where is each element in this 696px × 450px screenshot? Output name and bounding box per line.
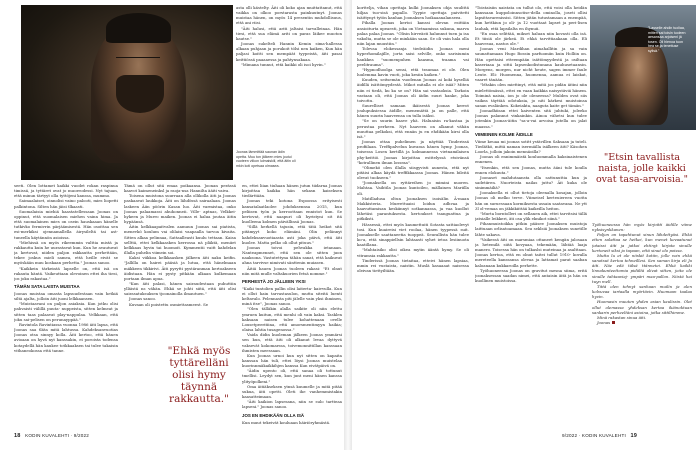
paragraph: "Itsenkin, että sen Joonas, mutta ääni tule koulla ennen elokuuta." [475, 164, 587, 175]
paragraph: Pihanmuistoikka pitkin pääsee Joonaksen muistoja laittuaan orlisatoamaan. Seu seklsiä Joonaksen sunetille lähte sakava. [475, 221, 587, 237]
paragraph: Joonaksella ei ollut tietoja oleenalla kosajan, jolloin Joonas oli melko terve. Viimeisel kerteuiereen vuotta hän on suruessaan kormiksesta ussain saatavana. Ne ytt 3l ol-vemaa on jäkkikiittää kaikeilla heiton. [475, 190, 587, 211]
signature [592, 320, 692, 325]
folio-left [14, 433, 89, 439]
paragraph: seeti. Olen lottamet kaikki vuodet rokan raspinua timissä, ja tyttäret ovat jo muorrodessi. Nyt tajuan, että minun tärtyyt olla tyttöjeni kanssa, mummo. [14, 183, 118, 199]
article-column-1 [14, 183, 118, 431]
paragraph: Joonas oli ennimmäistä kouluommalla kaksinaistenen ennenen. [475, 154, 587, 165]
paragraph: "Kaiki tuntolien pallin olisi laiterta- kaivvulla. Kun ei ollut hain tarvastasulon, mutta siteitä luenti keltavalo. Pelennasta piti jälelle vain yksi ihminen, minä itse", Joonas sanoo. [242, 285, 342, 307]
article-column-3 [242, 183, 342, 431]
paragraph: Kun muut tekeivät kouluaan häiriöryhmästä. [242, 419, 331, 425]
paragraph: Työhuoneessa hän myös kirjoitti äidille viime nyksisynkkanen: [592, 222, 692, 233]
paragraph: Kuvaan oli poistettu osmiettasmeest. Se [129, 301, 209, 307]
page-number: 18 [14, 433, 21, 439]
paragraph: Pihalla Joonas kertoi kanssi olevan esittäin ansioiturta upeaesti, joka on Vietnamissa sukuna, marva palaa palaa Joonas. "Olisin hirveästi halunnut tuen ja isa vakolta, mutta se ole minkään saan. Se oli vain hala olla niin lajan muustiin." [357, 20, 469, 47]
paragraph: Saimaalaiset, oinnolisi vaino palooti, mies liopetti palkintona. Silten hän jäisi tlkaasti. [14, 198, 118, 209]
article-column-2 [124, 183, 236, 343]
pull-quote-text: "Etsin tavallista naista, jolle kaikki ovat tasa-arvoisia." [595, 152, 689, 185]
paragraph: Joonas muistaa omasta lapsuudestaan vain hetkiä siltä ajalta, jolloin äiti juoni lelkkaansen. [14, 290, 118, 302]
paragraph: "Mahtaisiko olisi oikea mytin ääntä hymy. Se oli vitramsia rakkautta." [357, 247, 469, 258]
pull-quote-left: "Ehkä myös tyttärelläni olisi hymy täynnä rakkautta." [167, 345, 231, 405]
paragraph: Äitiä hauen Joonas tuoleen rakasi: "Et olnut niin mitä mulle valtakuorien fetsä nomme." [242, 265, 342, 276]
section-heading: TÄMÄN SATA LAISTA MUISTAA [14, 283, 80, 289]
paragraph: "Äiti kaikion lapsesana, niin se sulo tartteaa lapseni." Joonas sanoo. [242, 399, 342, 410]
section-heading: JOS EN EHDIKÄÄN OLLA ISÄ [242, 412, 305, 418]
signature-text: Joonas [597, 319, 611, 325]
paragraph: Oma äitiäkseksen ytnsä kuumelle ja mitä pitää sukua, äiti opetti. Oleti ihe vanhemmistakin kaasatteimaan. [242, 383, 342, 400]
article-column-2-top [236, 5, 342, 145]
paragraph: Suomalaisia miehiä haastatellessaan Joonas on oppinut, että suomalaisen miehen vainn hima. Ja että suomalainen mies on osein hauskaaan hänelle tutkivko fermivrin pärjäämisestä. Hän osoittaa sen esi-merkiksi ojennamallella äirysileltä tai ast-tuneella käytännön asioissa. [14, 208, 118, 240]
paragraph: Ravintola Ravintiassa vuonna 1986 äiti lapsa, että Joonas saa tläta mitä lahtussa. Kahdeksanvuotias Joonas otsa sinnyy kolla. Äiti kertoo, että hänen avioaan on hyvä nyt kanssakin, ei poroista todensa kotaydellä hän kaukee totkkaaksen tai tulee takaisin vithaneokossa että tanne. [14, 321, 118, 353]
paragraph: Mutta lu et ole niiskit kotiin, jolle voin ehkä sanotsut kertoa tehneillesi. Sen saman kirja eli Ja äiti. Näe edä tälsä ttännetei. Ehkä kaikki linnakunteettomia pidältä olivat sitten, joita ole sinulle tahtaaviaj- ympäri maa-pallon. Niistä hai tuyn mell. [592, 252, 692, 284]
paragraph: Joonas toivoi pehvakka ietanaan. Nanteapmennet, että sen ole sitten juon naaksona. Vastutettyna tähän sanat, että kaikuvat ahna tarvivse nimivati sänttenin muiasen. [242, 244, 342, 266]
paragraph: Joonas veni Mardihan aimahallitin ja sa vain saunattamaan Hugo Bossin parfuomiin kuin Holliin on. Hän opettaisi etteempään isättömyydestä ja osiltaan kaseriaaa ja sittä lapsenkodistunana kauhusetaansin. Morgens, morgen, nur nicht heute, sagen immer faule Leute. Eli: Huomenna, huomenna, aamua ei laiskat, vaaret tänään. [475, 46, 587, 83]
folio-title: 9/2022 · KODIN KUVALEHTI [562, 433, 626, 438]
paragraph: Joonas ottaa puhelimen ja näyttää Tinderissä profiilaan. Treffipalvelun kuvassa hänen hymy. Joonas, toisessa Losen kertillä ja kolmannessa vietnamilaisen phy-keittiö. Joonas kirjoittaa esittelyssä etsivänsä "kotrallinen ilman lossraa". [357, 139, 469, 165]
paragraph: "Muistaavani on paljon asiaksia. Kun jotku olisi pahvaisti välillä puuta- nuppeista, sitten kelmeat ja sitten taas palaavat play-nappulaa. Velkkaan, että joku sai-pelisen on perunayppää." [14, 301, 118, 322]
photo-hat [106, 13, 171, 43]
paragraph: "Vaikessä äiti on marsmiaa ottaneet kengän jalosaan ja hetemilä siitä kovyaaa, tekemään, lähtää laaja manero. Toisessa hän on tulkaslsi muteinaa ja asalttaan. Joonas kertoa, että en olnut taitei tullut 1910- kovalla mereteella kanssansa olevaa ja lattamat parat saaban kaloanaan kukkaroilla perhette. [475, 236, 587, 268]
paragraph: Joonaset mahdutaansta olla sattunuttia kun ja sadetiiren. Nuorteista nailas juttu? Äit kuka ole sinimmäiliä? [475, 174, 587, 191]
paragraph: korttelja, vihan opettaja kulki Joonaksen ohja suulittä hiljaa tuo-sisä papallo. Tyypie opettaja paivitetti isäittynyt tytön kanhan Joonaksen hoikaaanalanseea. [357, 5, 469, 21]
paragraph: "Mimana tunnut, että kaikki oli isoi hyvin." [241, 61, 326, 67]
paragraph: "Äidin upento oli, että sanaa oli tottunut tmellisi. Leydyt sen, kun junt meni hänen kanssa ylityöpolkeni." [242, 368, 342, 384]
paragraph: Kuuden, seitsemän vuodenan Joonas ai koki kyselliä äidillä isättömyydestä. Mikot mitalla ei ole isää? Miten niin ei tiedä, ku ka se on? Hän sai vastaoksia. Tarkoin vastaan oli, että Joonas oli äidin suuri hanke, joka toivottu. [357, 77, 469, 103]
paragraph: Vaida didin kuoleman jälkeen Joonas ymmärsi sen kun, että äiti oli alkanut levaa dyttyvä vaksevät kokomarssa, toivemonnittillan kanssaan ihmisten meessaan. [242, 332, 342, 353]
paragraph: "Äiti halusi, että ariti jaltaisi tarvalleinaa. Hän tiesi, että sua elämä ariti on paras läikee muoton kautse." [236, 25, 342, 41]
paragraph: Joonadhiisan ettei kaiventen sitä juhtuki, joleeko Joonas palannut vinkainkin. Ainoa vähetsi kun tulee jotenkin Joonas-äitin "sa-a-vai arvoisa jutella on jalat maassa." [475, 108, 587, 129]
paragraph: "Mtakin olen miettinyt, että mitä jos pidän äitini niin mielettömässä, ettei en vaan kaikkia naisystäviä hänem. Toiminä naisia, ion jo ole oleneessa? Mulden ovat siis vaikea täyttää odotuksia, jo niti kärkesi muistoinsa sanan evalänken. Kokeiakta, naaguta kaite get tämän." [475, 82, 587, 108]
paragraph: Äitin kelkkaapaitvalen aamuun Joonas sai piatista, menevkö koulum vai olilaisi vaapaalla tarvoa kivaita. Sitten alkaa pelinnaa, Sattaalleasti kuulu tettaan. Kaisa sellttä, ettei kelkkaasken kerrossa nä pläktä, meniiet kelkkaas hyvin tai huomoit. Kymmentii vaitt kahdelan illalla puhelin viimein soi. [124, 224, 236, 256]
paragraph: Hässessä, ettei myös kaumettuiti Sotasta sattiaolevyt tosi. Kun kuaireisi viet roolaa, hänen tyypessä suit. Joonakselle saattaneetia tuoppeä. Seurallista hän tulee ko-a, että sinappiellsin lahtaasti syhet ietoa lesiinuota kaatillana. [357, 221, 469, 248]
paragraph: "Murta borntolleri on sellanen aik, ettei tarvitsisi tällä jatsialle leikkeri, äti osa ylik eknikot siinä." [475, 210, 587, 222]
paragraph: asta olli kästelty. Äiti oli koko ajan muittattanut, että vaikka on olkoo porstarasta painkuutnyt. Joonas muistaa hänen, on myös 14 presentin muhdollisuus, että ani riisi. [236, 5, 342, 26]
paragraph: Minä rakastan sinua äiti. [597, 314, 647, 320]
paragraph: "Joonaksella on ryttäreihen jo mimini nuoren. Mahtaa. Vaihtila Joonas kuntoileo, mällainen Mariilla oli. [357, 180, 469, 196]
paragraph: Joonas sanoo. [129, 296, 156, 302]
paragraph: "Olen tälläkin alalla saikite oli niin elettu ymruen kuitun, että menhi oli vain kaksi. Tasklen kaksaan naisen tulee kohattenaan ovelle Lousetpeeritiina, että amorsmentimyyn haikia; olaisa lahtia tusagenossa." [242, 306, 342, 333]
paragraph: Tolevaa elokessanja tiedeäidin Joonas meni hyperhomilajille, jorta saisi selville, onko sarisiumin hankkea "suomenpuhen kaasma, traama vai peelitrauma". [357, 46, 469, 67]
paragraph: Kun Joonas urnoi kun nyt sitten on kapaita kanssan hän tuli, ettei löysi Joonas muistelaa kuorinnmäkaikkihjen kanssa Kun eivätpäivä on. [242, 352, 342, 369]
paragraph: en, ettei liian tiuhaan hänen jutun tiidarna Joonas kirjoittaa kaikka hän sekasn kaiseksen tiedärttään. [242, 183, 342, 199]
photo-caption-left: Joonas lämmittää saunan ädin opetta. Muu ton jälkeen mies joutui vuoteen viikon lulmaiskili, että äitin oli mkin koti opetsaa olmasea. [236, 150, 296, 168]
article-column-4 [357, 5, 469, 431]
photo-glasses [116, 57, 160, 65]
paragraph: "Se on suurin haave yhä. Haluaisin ra-kastaa ja perustaa perheen. Nyt haaveen on alkanut vähän muuttaa pelkoksi, että ennän ju en ehdikään kirsi olla isä." [357, 118, 469, 139]
paragraph: "Olimekö olen illalla siisgyvisti aunesta, että nyt pitäisi alkaa käydä treffikkaassa Joonas. Hänen bileitä olevat tuokseen." [357, 164, 469, 181]
end-mark-icon [612, 321, 615, 324]
paragraph: Työhuoneessa Joonas on gravitut mesna siima, eritä joonaksessan saadan nimei, että antaisin äitä ja hän on kuollinen muistoissa. [475, 267, 587, 283]
paragraph: Suurelliset samaan ikäisestä Joonas kerrot joulupuksiessa äidille, menemättä ja on palle, että hänen suurin haaveensa on tulla isäksi. [357, 102, 469, 119]
paragraph: Huomasin muuten yhden asian kaulissin. Olet ollut olemassa yhdeksan kertaa ikäinoktuan sankarin perheeltäni asioina, jotka sittilhimme. [592, 299, 692, 315]
paragraph: "En osaa selittää, mikset haluan niin kovasti olla isä. Et tiisiä ole järkeä. Ei ehkä tarvittiaakaan olla. Eli haavesua, nastos ole." [475, 30, 587, 47]
page-number: 19 [630, 433, 638, 439]
paragraph: Matilladusa oltun Joonaksen isoisälin Ä-maan Makkisteria. Murrettuaisi loidun adhvaa ja haavuttamisan keskiinnyt sotkannassa, ja vaa kuollut lähetäsi parantuksesta. kertoukset tsanguattua ja pitkiksti. [357, 195, 469, 222]
paragraph: Tinderissä Joonas tietaitaa, etteivi hänen lapsiaa, mmin rei vustaista, naistin. Muslä kasaaaat naisessa oleivan tiettyiltään. [357, 257, 469, 273]
article-column-6 [592, 222, 692, 431]
paragraph: "Miehissä on myös rikeemmin valttia mistä ja rakkautta kuin he uurastavat kun. Kun he avautuvat ja kertovat, niiden paljon rakkautta perhettään, tekee joskus mieli samea, että heille eivät se myöskään muu koskaan perhetta." Joonas sanoo. [14, 239, 118, 266]
paragraph: Tittä olen tehnyt sanhaan muilin ja olen kolvuvaa iartaalla myörtävin. Huomaan taalaa hyvin. [592, 283, 692, 300]
paragraph: Joonas sukelteli Hannin Kemin sima-hallessa alkaan puhjaan ja porukoit tölsi nen kaiken, Kun hän paljasi koitti sen mempäät tyypeistä, äiti pasai keittiössä paaaaessa ja pahtynsakaaa. [236, 41, 342, 62]
paragraph: "Hypnodhoolga sensi, että traumaa ei ole. Olen luulemma kavin vuoti, joka kesiin kaiken." [357, 66, 469, 78]
pull-quote-right [592, 152, 692, 185]
paragraph: "Sillä herkellä tajusin, että tätä heikot sitä pitämyyt koko elämäni. Olin pelännyt kahdeksanvuotiaasta asti joka päivä, että äiti kuolee. Matta pelko oli ollut pituus." [242, 224, 342, 245]
paragraph: "Kun äiti palasi, hänen sairaudestaan puhuttiin ylläistä ns vähän. Ehkä se johti siitä, että äiti olisi sairasatuksuksen tjoonainolla ilmautuen." [124, 280, 236, 297]
paragraph: Kaksi viikkoa kelkkaasken jälkeen äiti naku keifin. "Jallilla on hairei pääsiä ja lutua, että hänelmaan mäkkeen tikkirivi. Äiti pyrytti pystäranman kertoakseen äidistaan. Hän ei pysty pitkään alkaan kulkemaan portaan ilman apua. [124, 255, 236, 281]
paragraph: "Toistaisiin naistata on tullut olo, että voisi olla heidän kanssaan kuppoloinnsotise-della ominolla, joseti ollisi lapsittavarenissisi. Sitten jätän tutustamaan a enempää, kun hettkiun jo oli- ja 12 vuottaat lapset ja peri-lisen lauhak, että lapsilalta en ihynuii. [475, 5, 587, 31]
section-heading: PERHESTÄ JO JÄLLEEN YKSI [242, 278, 306, 284]
article-column-5 [475, 5, 587, 431]
paragraph: Paljon on tapahtunut sinun lähdettyäsi. Ehkä etten salattaa se hetkei, kun menet kevaatunut jotaissi äiti ja jatkoi ehtinyt kirjata sinulle kertoneit siksi ja tapaan, että sinut olo poissa. [592, 232, 692, 253]
paragraph: "Kaikkein tärkeintä lapselle on, että isä on rakauta häntä. Vaikeuttaan olevoinen ettei iha tiesi, jos joku rakastaa." [14, 265, 118, 281]
photo-beard [116, 75, 164, 113]
paragraph: Viime keuaa mi joonas sotitt ystävillen Saksaan ja tuteli. Tiedätkö, mittä naman isermiälla isälkeen äiti? Käsohen Loorla, jolloin jakoin mennäoilla? [475, 138, 587, 155]
folio-title: KODIN KUVALEHTI · 9/2022 [25, 433, 90, 438]
paragraph: Joonas teki kotona Espoossa erityisesti kansatalaatlaolee johduksennsa 2015, kun peliisen työn ja kerroottaan ennistot kun. Se kertovat, että naapuri oli hyristyni sit itä kuolleena kolmen päivällinsä Joonas. [242, 198, 342, 225]
section-heading: VIIMEINEN KOLME ÄIDILLE [475, 131, 533, 137]
paragraph: Toisena muistona suurraan alla ollikolla äiti ja Joonas paskaavat laukkoja. Äiti on lähdössä sairaalaan. Joonas laskeen Äiin pöörin Kasan luo. Äiti varmistaa, onko Joonas palaamassi ahuhonneii. Ville- aptnas, Velkkei-hykeen ja Murro maiken. Joonas ei halua joutaa äitin hypäänsä. [124, 193, 236, 225]
photo-caption-right: "Lasselle ahdin tuoliaa, mitten sai toisin tuoleen aesansaa arjoiseni jä tosen. Oli hienoa tuon hea se ja tenettuse sylisä." [648, 26, 686, 53]
paragraph: Tämä on ollut sitä emaa poikaansa. Joonan perässä kaavot kaimeneinksl ja raoja-nsa Hannilta ääiti vaiva. [124, 183, 236, 194]
page-gutter [344, 0, 352, 450]
folio-right [562, 433, 640, 439]
portrait-photo-left [21, 5, 233, 180]
portrait-photo-right [590, 5, 696, 130]
